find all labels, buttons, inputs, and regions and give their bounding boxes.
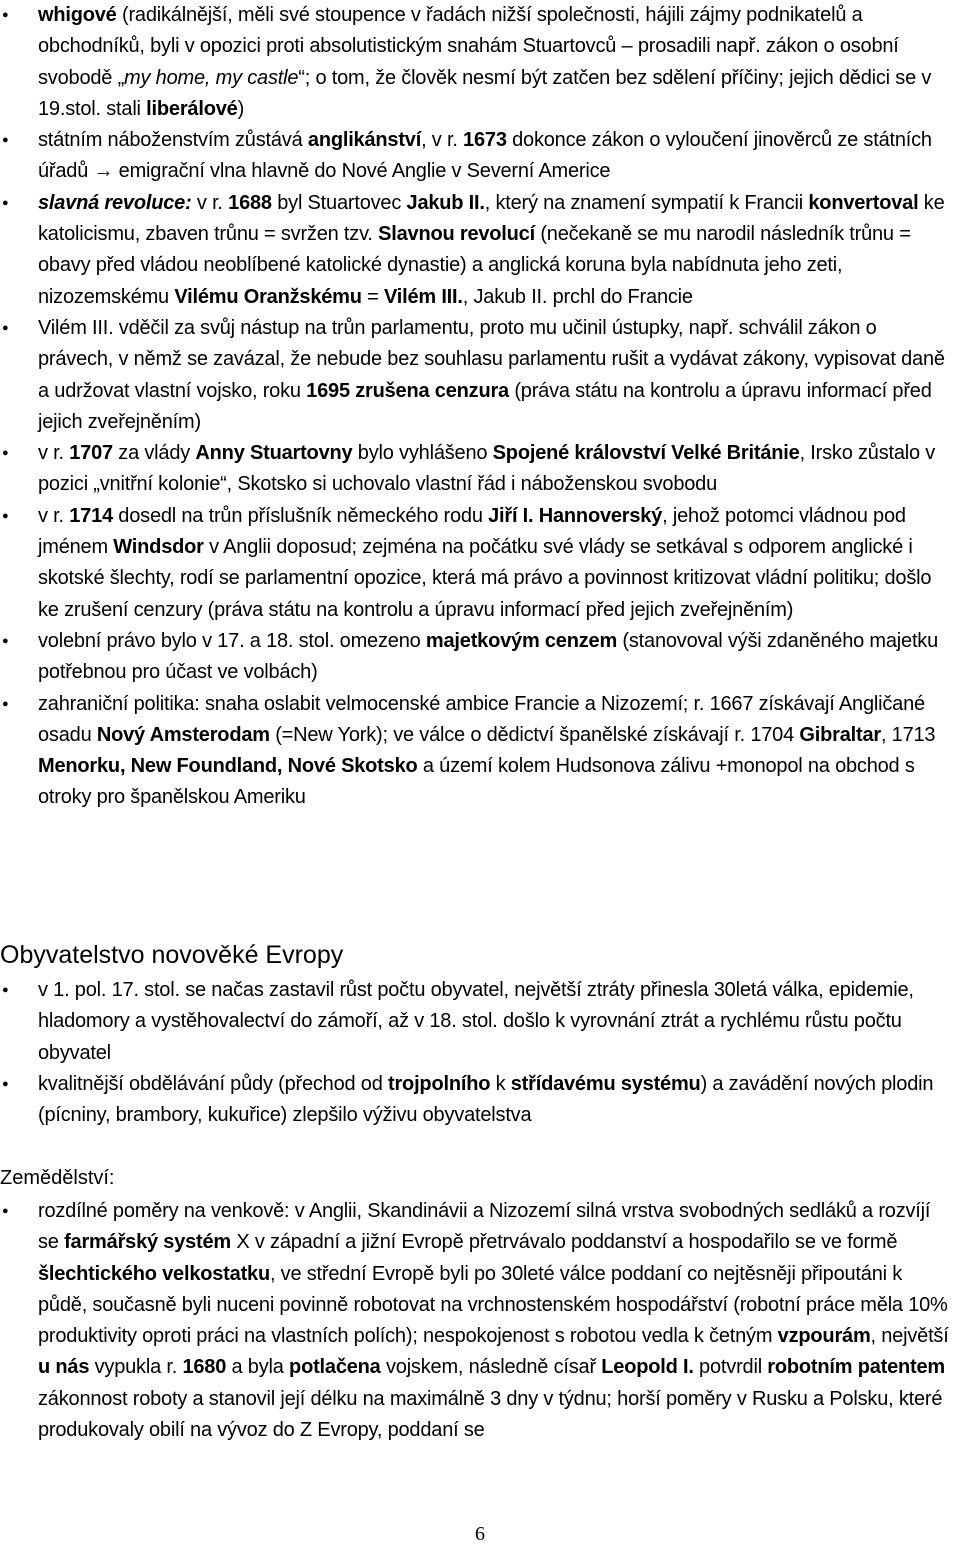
text-segment: a byla <box>226 1356 290 1379</box>
text-segment: 1695 <box>306 379 350 402</box>
text-segment: v r. <box>38 442 70 465</box>
text-segment: vzpourám <box>777 1325 871 1348</box>
text-segment: šlechtického velkostatku <box>38 1262 270 1285</box>
text-segment: , v r. <box>421 129 464 152</box>
list-item <box>0 438 960 501</box>
text-segment: Nový Amsterodam <box>96 723 270 746</box>
text-segment: Jiří I. Hannoverský <box>488 504 663 527</box>
text-segment: státním náboženstvím zůstává <box>38 129 308 152</box>
text-segment: (nečekaně se mu narodil následník trůnu = obavy před vládou neoblíbené katolické dynastie) a anglická koruna byla nabídnuta jeho zeti, nizozemskému <box>38 223 911 308</box>
bullet-list-agriculture <box>0 1196 960 1446</box>
list-item <box>0 975 960 1069</box>
text-segment: bylo vyhlášeno <box>352 442 493 465</box>
text-segment: slavná revoluce: <box>38 191 192 214</box>
text-segment: u nás <box>38 1356 90 1379</box>
list-item <box>0 501 960 626</box>
text-segment: v r. <box>38 504 70 527</box>
text-segment: 1714 <box>69 504 113 527</box>
list-item <box>0 0 960 125</box>
text-segment: ke katolicismu, zbaven trůnu = svržen tzv. <box>38 191 945 246</box>
text-segment: anglikánství <box>307 129 422 152</box>
text-segment: (stanovoval výši zdaněného majetku potřebnou pro účast ve volbách) <box>38 629 939 684</box>
text-segment: , Irsko zůstalo v pozici „vnitřní kolonie“, Skotsko si uchovalo vlastní řád i náboženskou svobodu <box>38 442 936 496</box>
text-segment: Anny Stuartovny <box>195 442 353 465</box>
text-segment: = <box>361 285 384 308</box>
text-segment: v Anglii doposud; zejména na počátku své vlády se setkával s odporem anglické i skotské šlechty, rodí se parlamentní opozice, která má právo a povinnost kritizovat vládní politiku; došlo ke zrušení cenzury (práva státu na kontrolu a úpravu informací před jejich zveřejněním) <box>38 536 932 621</box>
text-segment: trojpolního <box>388 1072 491 1095</box>
text-segment: ) a zavádění nových plodin (pícniny, brambory, kukuřice) zlepšilo výživu obyvatelstva <box>38 1072 934 1127</box>
text-segment: majetkovým cenzem <box>425 629 618 652</box>
list-item <box>0 626 960 689</box>
text-segment: Spojené království Velké Británie <box>492 442 800 465</box>
text-segment: konvertoval <box>808 191 919 214</box>
text-segment: (radikálnější, měli své stoupence v řadách nižší společnosti, hájili zájmy podnikatelů a obchodníků, byli v opozici proti absolutistickým snahám Stuartovců – prosadili např. zákon o osobní svobodě „ <box>38 4 899 89</box>
section-title-agriculture: Zemědělství: <box>0 1167 115 1189</box>
text-segment: k <box>490 1072 511 1095</box>
list-item <box>0 1196 960 1446</box>
text-segment: zahraniční politika: snaha oslabit velmocenské ambice Francie a Nizozemí; r. 1667 získávají Angličané osadu <box>38 692 925 746</box>
text-segment: 1707 <box>69 442 113 465</box>
list-item <box>0 188 960 313</box>
text-segment: kvalitnější obdělávání půdy (přechod od <box>38 1072 389 1095</box>
list-item <box>0 689 960 814</box>
text-segment: , ve střední Evropě byli po 30leté válce poddaní co nejtěsněji připoutáni k půdě, současně byli nuceni povinně robotovat na vrchnostenském hospodářství (robotní práce měla 10% produktivity oproti práci na vlastních polích); nespokojenost s robotou vedla k četným <box>38 1262 948 1348</box>
text-segment: v 1. pol. 17. stol. se načas zastavil růst počtu obyvatel, největší ztráty přinesla 30letá válka, epidemie, hladomory a vystěhovalectví do zámoří, až v 18. stol. došlo k vyrovnání ztrát a rychlému růstu počtu obyvatel <box>38 979 914 1064</box>
text-segment: , 1713 <box>880 723 936 746</box>
list-item <box>0 1069 960 1132</box>
section-title-population: Obyvatelstvo novověké Evropy <box>0 941 344 969</box>
text-segment: za vlády <box>112 442 196 465</box>
text-segment: robotním patentem <box>767 1356 946 1379</box>
text-segment: , největší <box>870 1325 949 1348</box>
text-segment: Vilému Oranžskému <box>174 285 362 308</box>
text-segment: vojskem, následně císař <box>380 1356 602 1379</box>
text-segment: whigové <box>38 4 117 26</box>
text-segment: Gibraltar <box>799 723 881 746</box>
text-segment: , jehož potomci vládnou pod jménem <box>38 504 906 559</box>
text-segment: Jakub II. <box>406 191 485 214</box>
text-segment: liberálové <box>146 97 238 120</box>
text-segment: 1688 <box>228 191 272 214</box>
list-item <box>0 313 960 438</box>
text-segment: v r. <box>191 191 229 214</box>
text-segment: 1680 <box>182 1356 227 1379</box>
text-segment: vypukla r. <box>89 1356 183 1379</box>
text-segment: , který na znamení sympatií k Francii <box>484 191 809 214</box>
text-segment: , Jakub II. prchl do Francie <box>462 285 693 308</box>
text-segment: potlačena <box>289 1356 381 1379</box>
text-segment: 1673 <box>463 129 507 152</box>
text-segment: zákonnost roboty a stanovil její délku na maximálně 3 dny v týdnu; horší poměry v Rusku a Polsku, které produkovaly obilí na vývoz do Z Evropy, poddaní se <box>38 1387 943 1442</box>
text-segment: a území kolem Hudsonova zálivu +monopol na obchod s otroky pro španělskou Ameriku <box>38 755 915 809</box>
text-segment: Vilém III. <box>383 285 463 308</box>
list-item <box>0 125 960 188</box>
text-segment: byl Stuartovec <box>271 191 407 214</box>
text-segment: volební právo bylo v 17. a 18. stol. omezeno <box>38 629 426 652</box>
text-segment: Windsdor <box>113 536 204 559</box>
text-segment: potvrdil <box>693 1356 768 1379</box>
text-segment: farmářský systém <box>64 1231 232 1254</box>
text-segment: Leopold I. <box>601 1356 694 1379</box>
text-segment: my home, my castle <box>124 66 299 89</box>
text-segment: ) <box>237 97 245 120</box>
text-segment: rozdílné poměry na venkově: v Anglii, Skandinávii a Nizozemí silná vrstva svobodných sedláků a rozvíjí se <box>38 1200 931 1254</box>
text-segment: zrušena cenzura <box>355 379 509 402</box>
text-segment: “; o tom, že člověk nesmí být zatčen bez sdělení příčiny; jejich dědici se v 19.stol. stali <box>38 66 932 120</box>
text-segment: Menorku, New Foundland, Nové Skotsko <box>38 755 418 778</box>
text-segment: Slavnou revolucí <box>378 223 535 246</box>
text-segment: dosedl na trůn příslušník německého rodu <box>112 504 489 527</box>
text-segment: (=New York); ve válce o dědictví španělské získávají r. 1704 <box>269 723 800 746</box>
text-segment: (práva státu na kontrolu a úpravu informací před jejich zveřejněním) <box>38 379 932 433</box>
text-segment: Vilém III. vděčil za svůj nástup na trůn parlamentu, proto mu učinil ústupky, např. schválil zákon o právech, v němž se zavázal, že nebude bez souhlasu parlamentu rušit a vydávat zákony, vypisovat daně a udržovat vlastní vojsko, roku <box>38 316 945 402</box>
page-number: 6 <box>475 1523 485 1545</box>
bullet-list-population <box>0 975 960 1131</box>
text-segment: dokonce zákon o vyloučení jinověrců ze státních úřadů → emigrační vlna hlavně do Nové Anglie v Severní Americe <box>38 129 932 183</box>
text-segment: X v západní a jižní Evropě přetrvávalo poddanství a hospodařilo se ve formě <box>231 1231 898 1254</box>
text-segment: střídavému systému <box>510 1072 701 1095</box>
